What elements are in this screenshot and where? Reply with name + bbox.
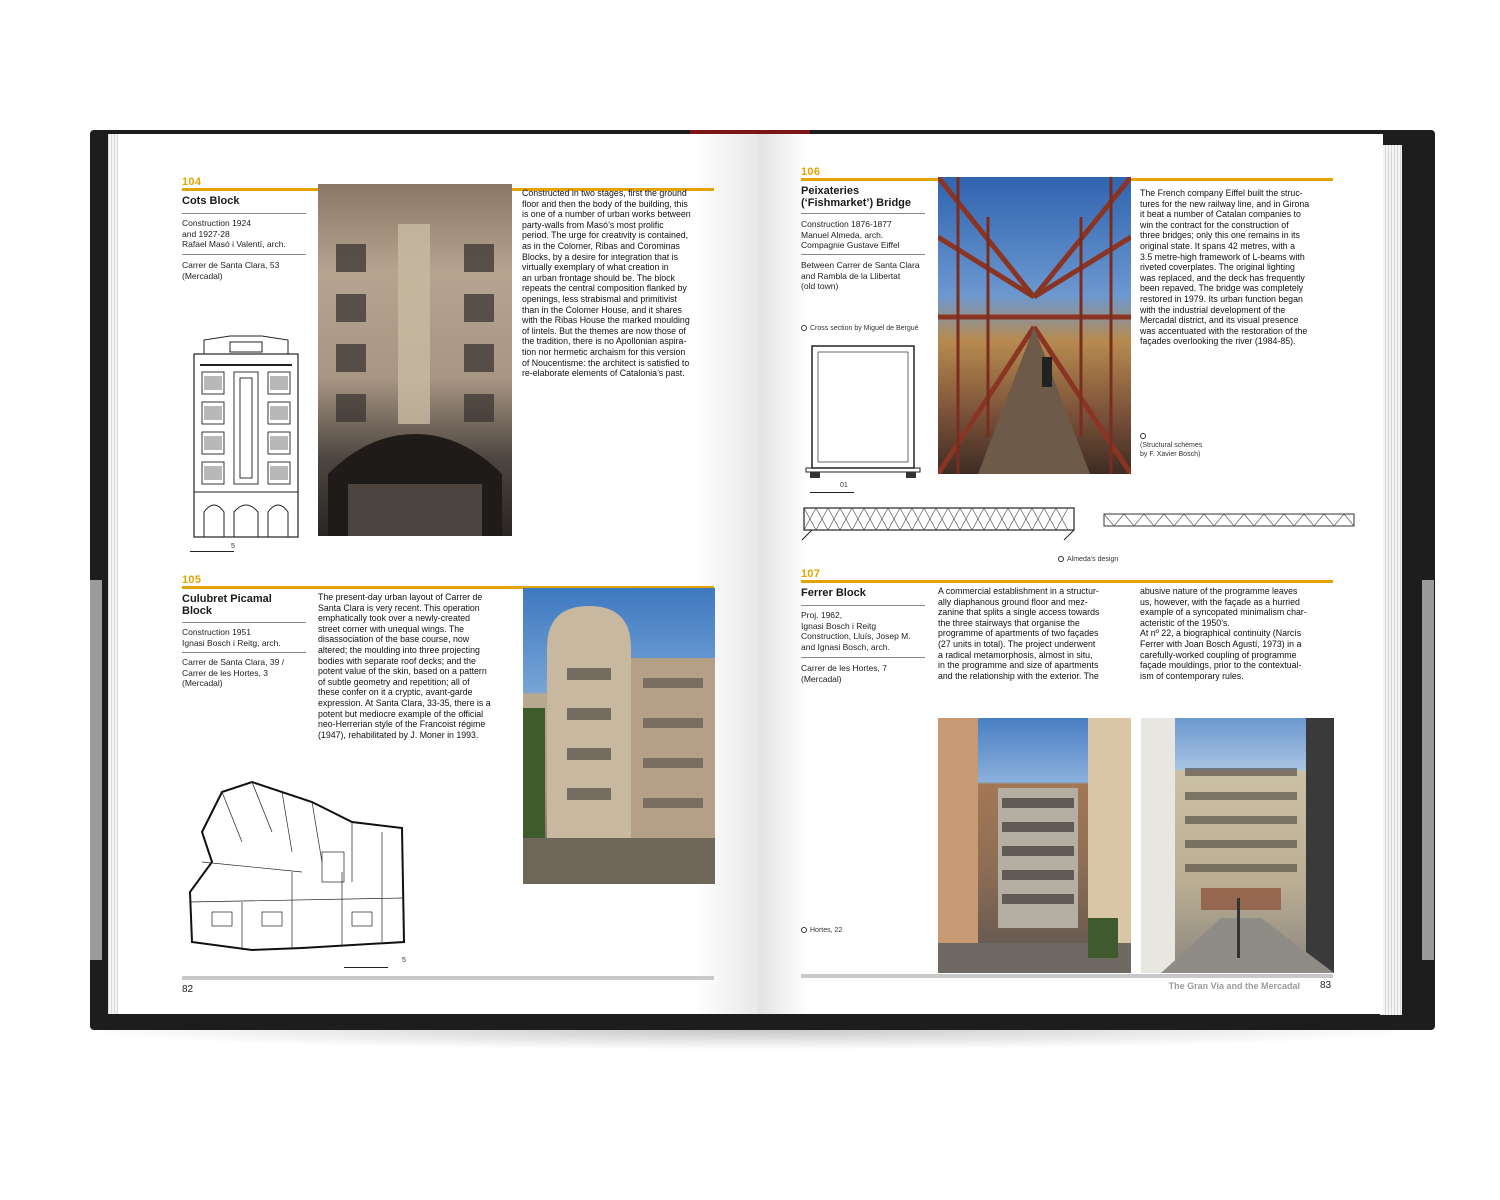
entry-104-title: Cots Block <box>182 195 240 207</box>
left-footer-rule <box>182 976 714 980</box>
right-page-number: 83 <box>1320 980 1332 991</box>
entry-104-text: Constructed in two stages, first the ground floor and then the body of the building, this is one of a number of urban works between party-walls from Masó’s most prolific period. The urge for creativity is contained, as in the Colomer, Ribas and Corominas Blocks, by a desire for integration that is virtually exemplary of what creation in an urban frontage should be. The block repeats the central composition flanked by openings, less strabismal and primitivist than in the Colomer House, and it shares with the Ribas House the marked moulding of lintels. But the themes are now those of the tradition, there is no Apollonian aspira- tion nor hermetic archaism for this version of Noucentisme: the architect is satisfied to re-elaborate elements of Catalonia’s past. <box>522 188 691 379</box>
entry-104-divider-2 <box>182 254 306 255</box>
ferrer-block-photo-1 <box>938 718 1131 973</box>
cots-block-elevation-drawing <box>190 332 302 542</box>
eiffel-truss-drawing <box>1102 510 1356 530</box>
cots-block-photo <box>318 184 512 536</box>
right-page <box>758 134 1383 1014</box>
entry-107-divider-2 <box>801 657 925 658</box>
entry-107-text-col1: A commercial establishment in a structur- ally diaphanous ground floor and mez- zanine that splits a single access towards the three stairways that organise the programme of apartments of two façades (27 units in total). The project underwent a radical metamorphosis, almost in situ, in the programme and size of apartments and the relationship with the exterior. The <box>938 586 1100 681</box>
entry-107-number: 107 <box>801 568 821 580</box>
bullet-icon <box>801 325 807 331</box>
entry-105-scale-label: 5 <box>402 957 406 964</box>
entry-105-divider <box>182 622 306 623</box>
entry-106-scale-label: 01 <box>840 482 848 489</box>
entry-106-divider-2 <box>801 254 925 255</box>
right-page-edges <box>1380 145 1402 1015</box>
left-page-number: 82 <box>182 984 194 995</box>
entry-107-address: Carrer de les Hortes, 7 (Mercadal) <box>801 663 887 684</box>
fishmarket-bridge-photo <box>938 177 1131 474</box>
right-footer-rule <box>801 974 1333 978</box>
entry-106-divider <box>801 213 925 214</box>
entry-106-number: 106 <box>801 166 821 178</box>
entry-106-text: The French company Eiffel built the struc- tures for the new railway line, and in Girona it beat a number of Catalan companies to win the contract for the construction of three bridges; only this one remains in its original state. It spans 42 metres, with a 3.5 metre-high framework of L-beams with riveted coverplates. The original lighting was replaced, and the deck has frequently been repaved. The bridge was completely restored in 1979. Its urban function began with the industrial development of the Mercadal district, and its visual presence was accentuated with the restoration of the façades overlooking the river (1984-85). <box>1140 188 1310 347</box>
entry-105-number: 105 <box>182 574 202 586</box>
entry-107-text-col2: abusive nature of the programme leaves us, however, with the façade as a hurried example of a syncopated minimalism char- acteristic of the 1950’s. At nº 22, a biographical continuity (Narcís Ferrer with Joan Bosch Agustí, 1973) in a carefully-worked coupling of programme façade mouldings, prior to the contextual- ism of contemporary rules. <box>1140 586 1307 681</box>
entry-105-divider-2 <box>182 652 306 653</box>
entry-106-title: Peixateries (‘Fishmarket’) Bridge <box>801 185 912 209</box>
left-section-tab <box>90 580 102 960</box>
structural-schemes-caption: (Structural schemes by F. Xavier Bosch) <box>1140 432 1260 459</box>
entry-104-scale-bar <box>190 551 234 552</box>
entry-105-title: Culubret Picamal Block <box>182 593 272 617</box>
entry-104-number: 104 <box>182 176 202 188</box>
cross-section-caption: Cross section by Miguel de Bergué <box>801 324 919 333</box>
entry-105-scale-bar <box>344 967 388 968</box>
right-section-tab <box>1422 580 1434 960</box>
entry-104-address: Carrer de Santa Clara, 53 (Mercadal) <box>182 260 280 281</box>
entry-105-construction: Construction 1951 Ignasi Bosch i Reitg, arch. <box>182 627 281 648</box>
entry-104-construction: Construction 1924 and 1927-28 Rafael Masó i Valentí, arch. <box>182 218 286 249</box>
entry-107-construction: Proj. 1962, Ignasi Bosch i Reitg Construction, Lluís, Josep M. and Ignasi Bosch, arch. <box>801 610 911 652</box>
entry-106-construction: Construction 1876-1877 Manuel Almeda, arch. Compagnie Gustave Eiffel <box>801 219 900 250</box>
entry-106-address: Between Carrer de Santa Clara and Rambla de la Llibertat (old town) <box>801 260 920 291</box>
hortes-caption: Hortes, 22 <box>801 926 842 935</box>
entry-107-rule <box>801 580 1333 583</box>
entry-106-scale-bar <box>810 492 854 493</box>
culubret-picamal-floor-plan <box>182 772 414 964</box>
entry-107-title: Ferrer Block <box>801 587 866 599</box>
entry-104-scale-label: 5 <box>231 543 235 550</box>
entry-107-divider <box>801 605 925 606</box>
culubret-picamal-photo <box>523 588 715 884</box>
bridge-cross-section-drawing <box>804 340 922 480</box>
ferrer-block-photo-2 <box>1141 718 1334 973</box>
entry-105-text: The present-day urban layout of Carrer de Santa Clara is very recent. This operation emphatically took over a newly-created street corner with unequal wings. The disassociation of the base course, now altered; the moulding into three projecting bodies with separate roof decks; and the potent value of the skin, based on a pattern of subtle geometry and repetition; all of these confer on it a cryptic, avant-garde expression. At Santa Clara, 33-35, there is a potent but mediocre example of the official neo-Herrerian style of the Francoist régime (1947), rehabilitated by J. Moner in 1993. <box>318 592 491 740</box>
bullet-icon <box>1140 433 1146 439</box>
bullet-icon <box>1058 556 1064 562</box>
almeda-design-caption: Almeda’s design <box>1058 555 1118 564</box>
entry-104-divider <box>182 213 306 214</box>
left-page <box>118 134 758 1014</box>
entry-105-address: Carrer de Santa Clara, 39 / Carrer de les Hortes, 3 (Mercadal) <box>182 657 285 688</box>
bullet-icon <box>801 927 807 933</box>
running-head: The Gran Via and the Mercadal <box>1168 981 1300 991</box>
almeda-truss-drawing <box>802 504 1076 544</box>
